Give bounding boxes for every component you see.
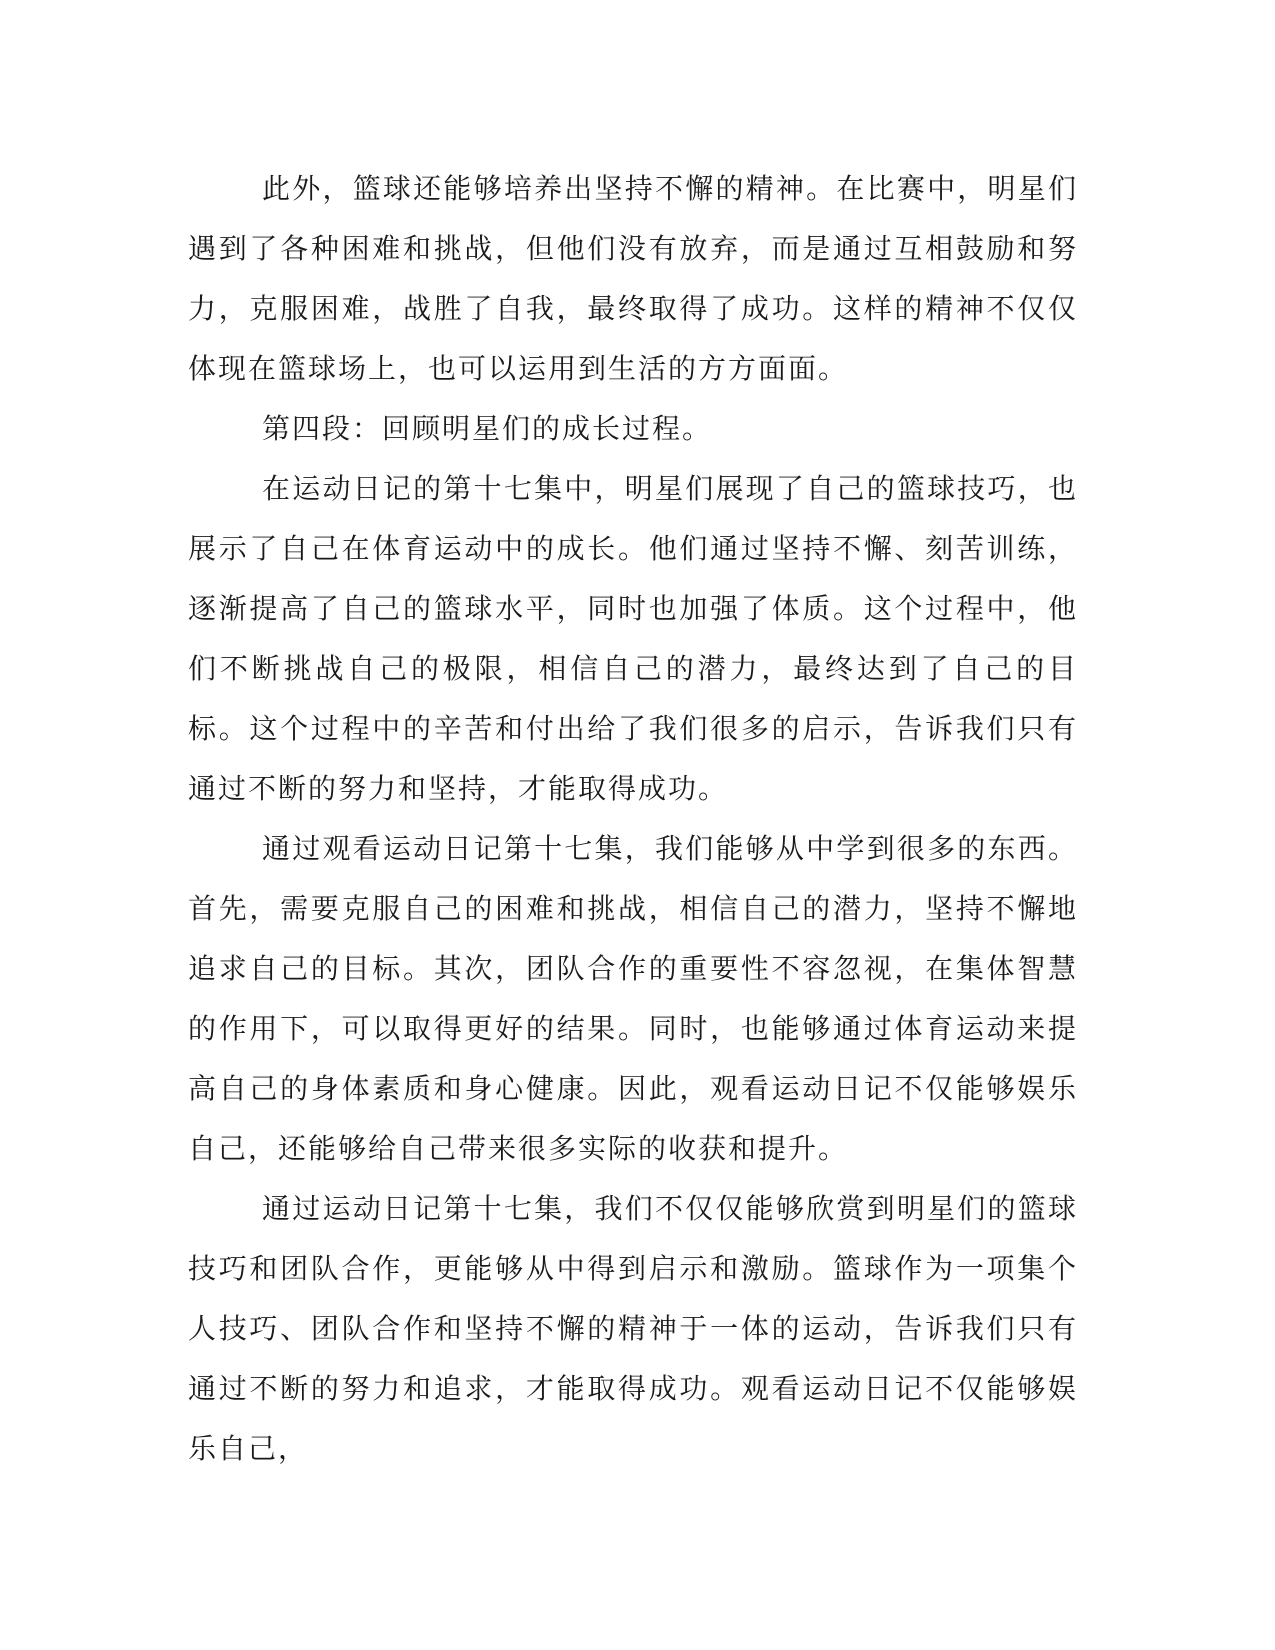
section-heading-part-four: 第四段：回顾明星们的成长过程。 [262, 412, 713, 445]
paragraph-lessons-learned: 通过观看运动日记第十七集，我们能够从中学到很多的东西。首先，需要克服自己的困难和挑战，相信自己的潜力，坚持不懈地追求自己的目标。其次，团队合作的重要性不容忽视，在集体智慧的作用下，可以取得更好的结果。同时，也能够通过体育运动来提高自己的身体素质和身心健康。因此，观看运动日记不仅能够娱乐自己，还能够给自己带来很多实际的收获和提升。 [188, 832, 1078, 1165]
paragraph-perseverance: 此外，篮球还能够培养出坚持不懈的精神。在比赛中，明星们遇到了各种困难和挑战，但他们没有放弃，而是通过互相鼓励和努力，克服困难，战胜了自我，最终取得了成功。这样的精神不仅仅体现在篮球场上，也可以运用到生活的方方面面。 [188, 172, 1078, 385]
paragraph-conclusion: 通过运动日记第十七集，我们不仅仅能够欣赏到明星们的篮球技巧和团队合作，更能够从中得到启示和激励。篮球作为一项集个人技巧、团队合作和坚持不懈的精神于一体的运动，告诉我们只有通过不断的努力和追求，才能取得成功。观看运动日记不仅能够娱乐自己， [188, 1192, 1078, 1465]
paragraph-growth-process: 在运动日记的第十七集中，明星们展现了自己的篮球技巧，也展示了自己在体育运动中的成长。他们通过坚持不懈、刻苦训练，逐渐提高了自己的篮球水平，同时也加强了体质。这个过程中，他们不断挑战自己的极限，相信自己的潜力，最终达到了自己的目标。这个过程中的辛苦和付出给了我们很多的启示，告诉我们只有通过不断的努力和坚持，才能取得成功。 [188, 472, 1078, 805]
document-body [188, 159, 1078, 1479]
